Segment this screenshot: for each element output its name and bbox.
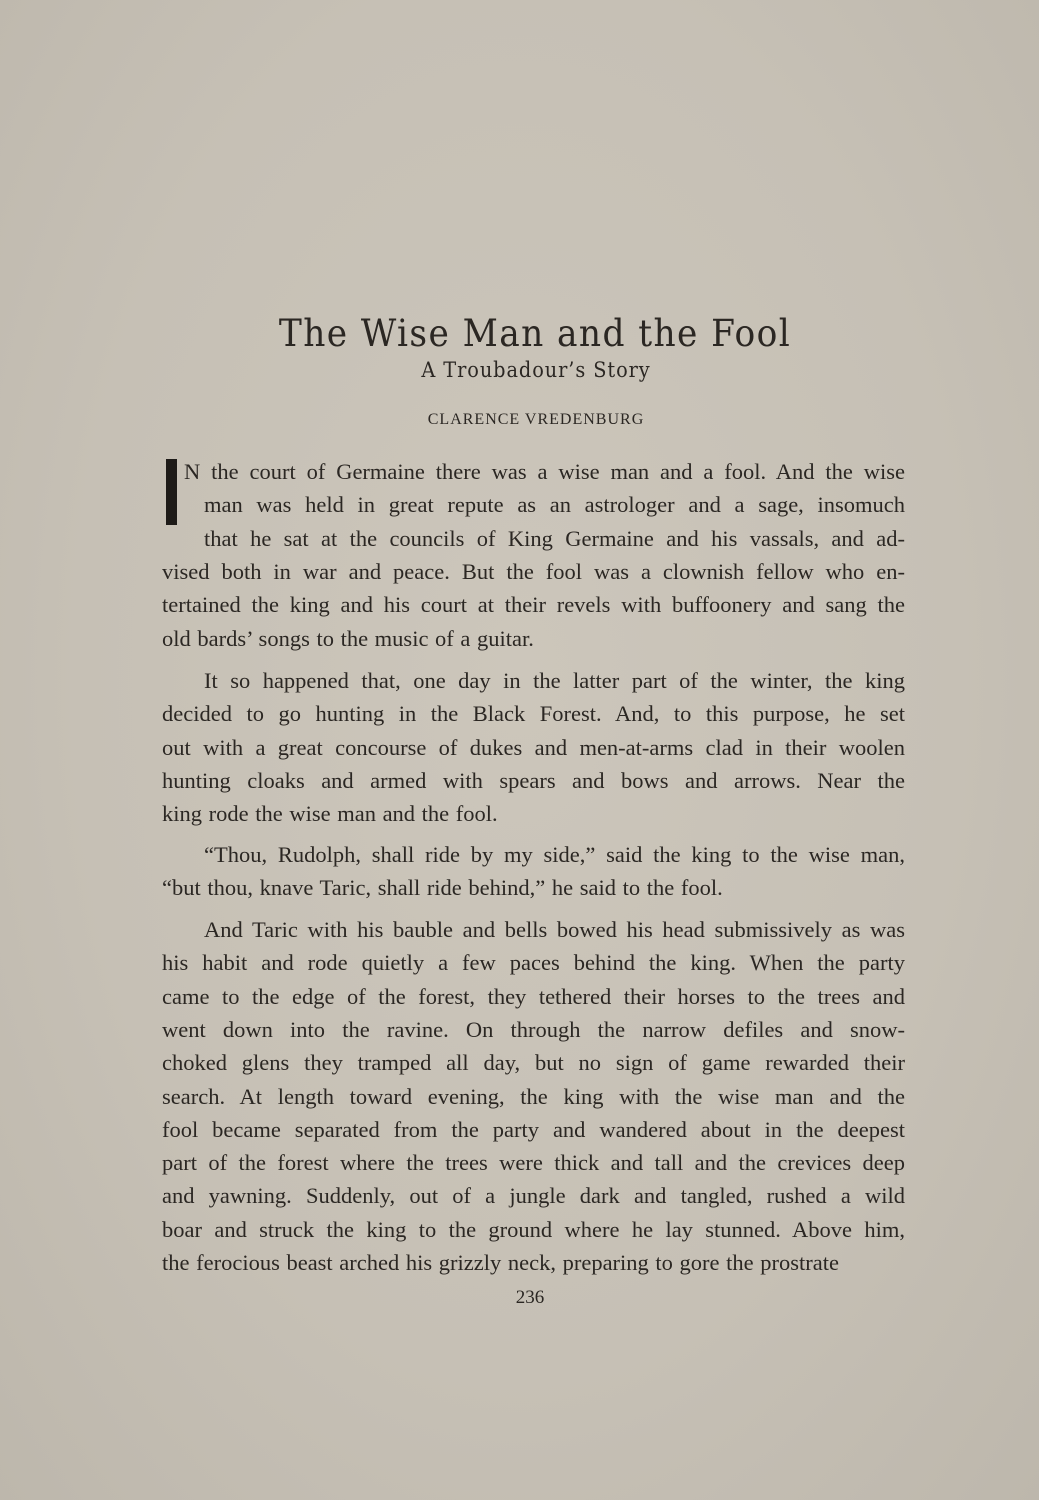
- text-line: N the court of Germaine there was a wise man and a fool. And the wise: [184, 459, 905, 484]
- text-line: vised both in war and peace. But the fool was a clownish fellow who en-: [162, 558, 905, 584]
- text-line: that he sat at the councils of King Germaine and his vassals, and ad-: [204, 525, 905, 551]
- text-line: boar and struck the king to the ground where he lay stunned. Above him,: [162, 1216, 905, 1242]
- text-line: came to the edge of the forest, they tethered their horses to the trees and: [162, 983, 905, 1009]
- drop-cap: [166, 459, 177, 525]
- text-line: fool became separated from the party and wandered about in the deepest: [162, 1116, 905, 1142]
- text-line: And Taric with his bauble and bells bowed his head submissively as was: [204, 917, 905, 942]
- text-line: old bards’ songs to the music of a guitar.: [162, 625, 534, 651]
- text-line: search. At length toward evening, the king with the wise man and the: [162, 1083, 905, 1109]
- text-line: and yawning. Suddenly, out of a jungle dark and tangled, rushed a wild: [162, 1183, 905, 1209]
- story-title: The Wise Man and the Fool: [278, 311, 792, 355]
- text-line: “but thou, knave Taric, shall ride behind,” he said to the fool.: [162, 875, 723, 901]
- text-line: hunting cloaks and armed with spears and bows and arrows. Near the: [162, 767, 905, 793]
- text-line: decided to go hunting in the Black Forest. And, to this purpose, he set: [162, 701, 905, 727]
- text-line: man was held in great repute as an astrologer and a sage, insomuch: [204, 492, 905, 518]
- text-line: the ferocious beast arched his grizzly neck, preparing to gore the prostrate: [162, 1250, 839, 1275]
- text-line: It so happened that, one day in the latter part of the winter, the king: [204, 668, 905, 693]
- text-line: choked glens they tramped all day, but no sign of game rewarded their: [162, 1050, 905, 1076]
- text-line: tertained the king and his court at their revels with buffoonery and sang the: [162, 592, 905, 618]
- story-subtitle: A Troubadour’s Story: [421, 358, 651, 382]
- author-name: CLARENCE VREDENBURG: [427, 411, 645, 428]
- text-line: out with a great concourse of dukes and men-at-arms clad in their woolen: [162, 734, 905, 760]
- text-line: part of the forest where the trees were thick and tall and the crevices deep: [162, 1150, 905, 1176]
- text-line: his habit and rode quietly a few paces behind the king. When the party: [162, 950, 905, 976]
- text-line: “Thou, Rudolph, shall ride by my side,” said the king to the wise man,: [204, 842, 905, 867]
- page-number: 236: [515, 1287, 545, 1308]
- text-line: king rode the wise man and the fool.: [162, 801, 498, 827]
- text-line: went down into the ravine. On through the narrow defiles and snow-: [162, 1016, 905, 1042]
